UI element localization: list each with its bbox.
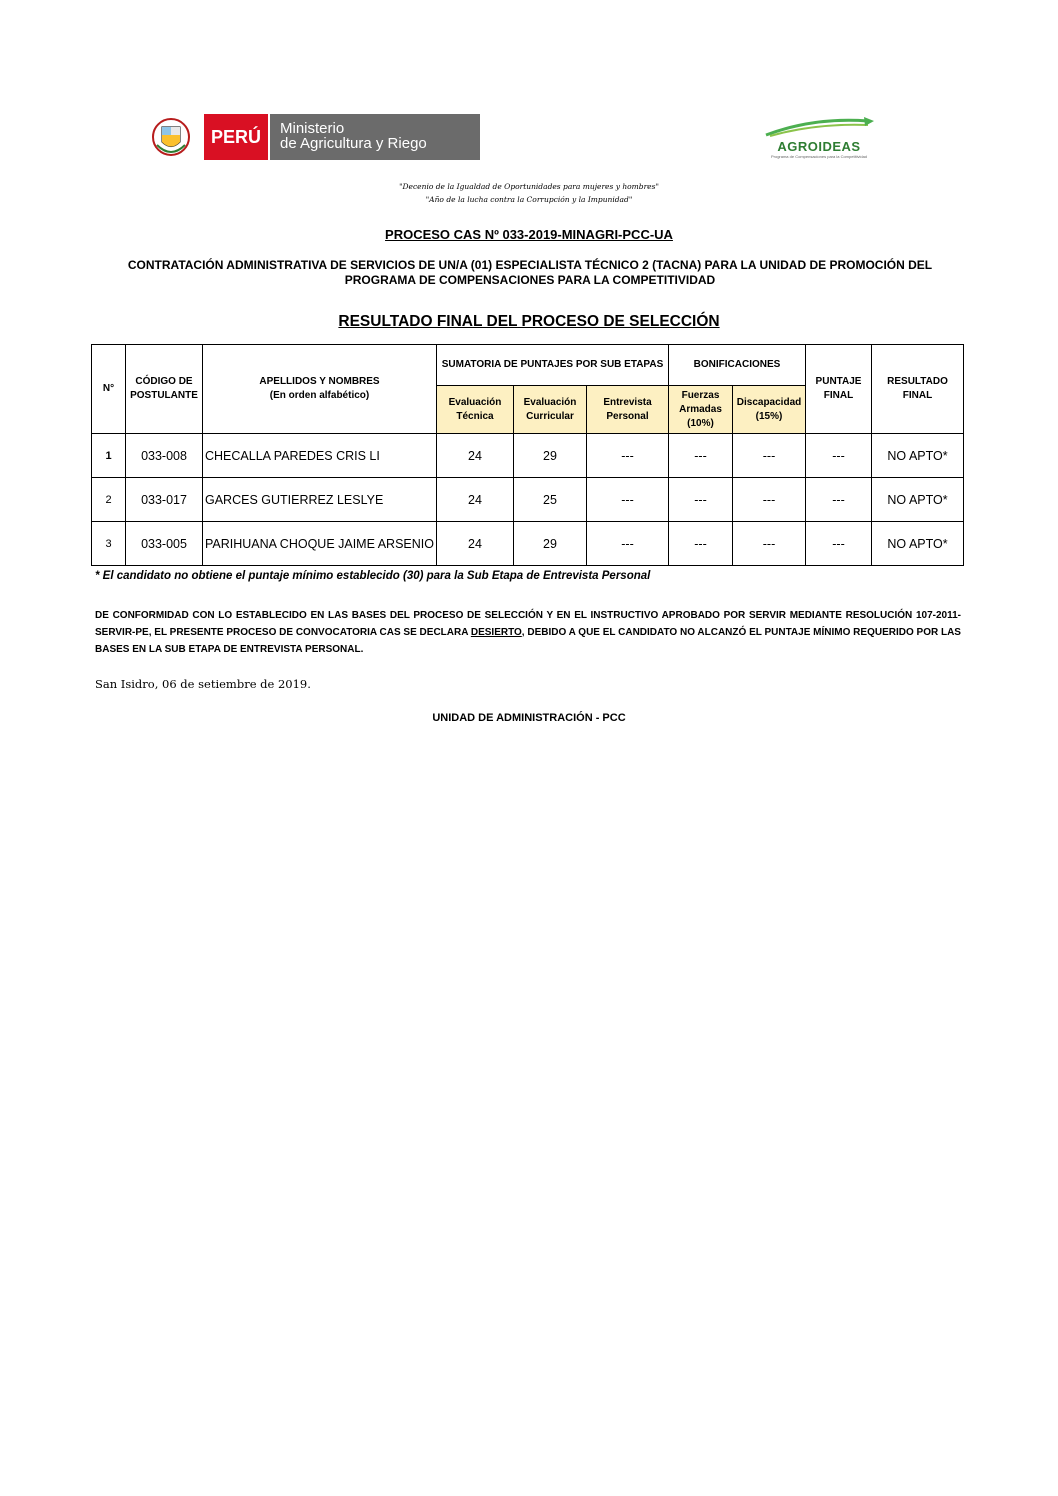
- row-entrevista: ---: [587, 434, 669, 478]
- desierto-word: DESIERTO: [470, 627, 522, 638]
- header-resultado-line2: FINAL: [902, 390, 933, 401]
- header-discapacidad-line2: (15%): [755, 410, 783, 422]
- header-entrevista-line2: Personal: [606, 410, 649, 422]
- conformidad-part1: DE CONFORMIDAD CON LO ESTABLECIDO EN LAS BASES DEL PROCESO DE SELECCIÓN Y EN EL INSTRUCTIVO APROBADO POR SERVIR MEDIANTE RESOLUCIÓN 107-2011-SERVIR-PE, EL PRESENTE PROCESO DE CONVOCATORIA CAS SE DECLARA: [95, 610, 961, 638]
- header-codigo: [126, 345, 203, 434]
- header-apellidos-line2: (En orden alfabético): [269, 390, 370, 401]
- row-nombre: CHECALLA PAREDES CRIS LI: [203, 434, 437, 478]
- row-discapacidad: ---: [733, 434, 806, 478]
- row-numero: 3: [92, 522, 126, 566]
- header-eval-tecnica-line2: Técnica: [456, 410, 494, 422]
- row-fuerzas: ---: [669, 478, 733, 522]
- agroideas-wordmark: AGROIDEAS: [777, 139, 861, 154]
- header-puntaje-final: [806, 345, 872, 434]
- header-fuerzas-armadas: [669, 386, 733, 434]
- anio-line: "Año de la lucha contra la Corrupción y la Impunidad": [425, 195, 633, 204]
- header-apellidos-line1: APELLIDOS Y NOMBRES: [259, 376, 380, 387]
- row-curricular: 25: [514, 478, 587, 522]
- agroideas-swoosh-icon: [764, 115, 876, 137]
- decenio-line: "Decenio de la Igualdad de Oportunidades para mujeres y hombres": [399, 182, 659, 191]
- row-puntaje: ---: [806, 522, 872, 566]
- table-row: [92, 434, 964, 478]
- ministry-name: [270, 114, 480, 160]
- header-eval-curricular-line2: Curricular: [526, 410, 574, 422]
- row-puntaje: ---: [806, 478, 872, 522]
- agroideas-logo: [760, 115, 878, 163]
- header-puntaje-line1: PUNTAJE: [815, 376, 862, 387]
- row-fuerzas: ---: [669, 522, 733, 566]
- row-tecnica: 24: [437, 434, 514, 478]
- signature-unit: UNIDAD DE ADMINISTRACIÓN - PCC: [432, 712, 626, 724]
- header-numero: N°: [92, 345, 126, 434]
- row-tecnica: 24: [437, 478, 514, 522]
- subtitle-line2: PROGRAMA DE COMPENSACIONES PARA LA COMPETITIVIDAD: [344, 273, 716, 287]
- subtitle-line1: CONTRATACIÓN ADMINISTRATIVA DE SERVICIOS DE UN/A (01) ESPECIALISTA TÉCNICO 2 (TACNA) PARA LA UNIDAD DE PROMOCIÓN DEL: [127, 258, 933, 272]
- row-codigo: 033-017: [126, 478, 203, 522]
- result-title: RESULTADO FINAL DEL PROCESO DE SELECCIÓN: [338, 313, 720, 330]
- minagri-logo: [148, 114, 480, 160]
- ministry-line1: Ministerio: [280, 120, 345, 137]
- row-entrevista: ---: [587, 478, 669, 522]
- header-fuerzas-line2: Armadas: [679, 403, 722, 415]
- header-eval-tecnica: [437, 386, 514, 434]
- header-eval-tecnica-line1: Evaluación: [448, 396, 502, 408]
- header-bonificaciones: BONIFICACIONES: [669, 345, 806, 386]
- conformidad-part2: , DEBIDO A QUE EL CANDIDATO NO ALCANZÓ EL PUNTAJE MÍNIMO REQUERIDO POR LAS BASES EN LA SUB ETAPA DE ENTREVISTA PERSONAL.: [95, 627, 961, 655]
- row-entrevista: ---: [587, 522, 669, 566]
- row-fuerzas: ---: [669, 434, 733, 478]
- header-discapacidad-line1: Discapacidad: [736, 396, 802, 408]
- agroideas-tagline: Programa de Compensaciones para la Competitividad: [770, 154, 868, 159]
- row-curricular: 29: [514, 434, 587, 478]
- row-discapacidad: ---: [733, 478, 806, 522]
- header-eval-curricular: [514, 386, 587, 434]
- row-puntaje: ---: [806, 434, 872, 478]
- row-resultado: NO APTO*: [872, 478, 964, 522]
- header-codigo-line2: POSTULANTE: [130, 390, 198, 401]
- row-codigo: 033-005: [126, 522, 203, 566]
- row-nombre: PARIHUANA CHOQUE JAIME ARSENIO: [203, 522, 437, 566]
- header-entrevista-line1: Entrevista: [603, 396, 652, 408]
- row-resultado: NO APTO*: [872, 522, 964, 566]
- conformidad-paragraph: [95, 607, 961, 658]
- header-apellidos: [203, 345, 437, 434]
- row-numero: 1: [92, 434, 126, 478]
- row-tecnica: 24: [437, 522, 514, 566]
- header-discapacidad: [733, 386, 806, 434]
- header-fuerzas-line3: (10%): [687, 417, 714, 429]
- table-row: [92, 478, 964, 522]
- header-eval-curricular-line1: Evaluación: [523, 396, 577, 408]
- header-entrevista: [587, 386, 669, 434]
- peru-coat-of-arms-icon: [148, 114, 194, 160]
- process-subtitle: [90, 258, 970, 288]
- date-line: San Isidro, 06 de setiembre de 2019.: [95, 677, 311, 691]
- peru-label: PERÚ: [204, 114, 268, 160]
- row-curricular: 29: [514, 522, 587, 566]
- row-resultado: NO APTO*: [872, 434, 964, 478]
- process-title: PROCESO CAS Nº 033-2019-MINAGRI-PCC-UA: [385, 227, 673, 242]
- row-nombre: GARCES GUTIERREZ LESLYE: [203, 478, 437, 522]
- table-row: [92, 522, 964, 566]
- header-sumatoria: SUMATORIA DE PUNTAJES POR SUB ETAPAS: [437, 345, 669, 386]
- header-fuerzas-line1: Fuerzas: [681, 389, 720, 401]
- header-codigo-line1: CÓDIGO DE: [135, 376, 193, 387]
- row-discapacidad: ---: [733, 522, 806, 566]
- header-resultado-line1: RESULTADO: [887, 376, 948, 387]
- results-table: [91, 344, 964, 566]
- header-puntaje-line2: FINAL: [823, 390, 854, 401]
- header-resultado-final: [872, 345, 964, 434]
- row-codigo: 033-008: [126, 434, 203, 478]
- footnote: * El candidato no obtiene el puntaje mínimo establecido (30) para la Sub Etapa de Entrevista Personal: [95, 570, 651, 582]
- ministry-line2: de Agricultura y Riego: [280, 135, 427, 152]
- row-numero: 2: [92, 478, 126, 522]
